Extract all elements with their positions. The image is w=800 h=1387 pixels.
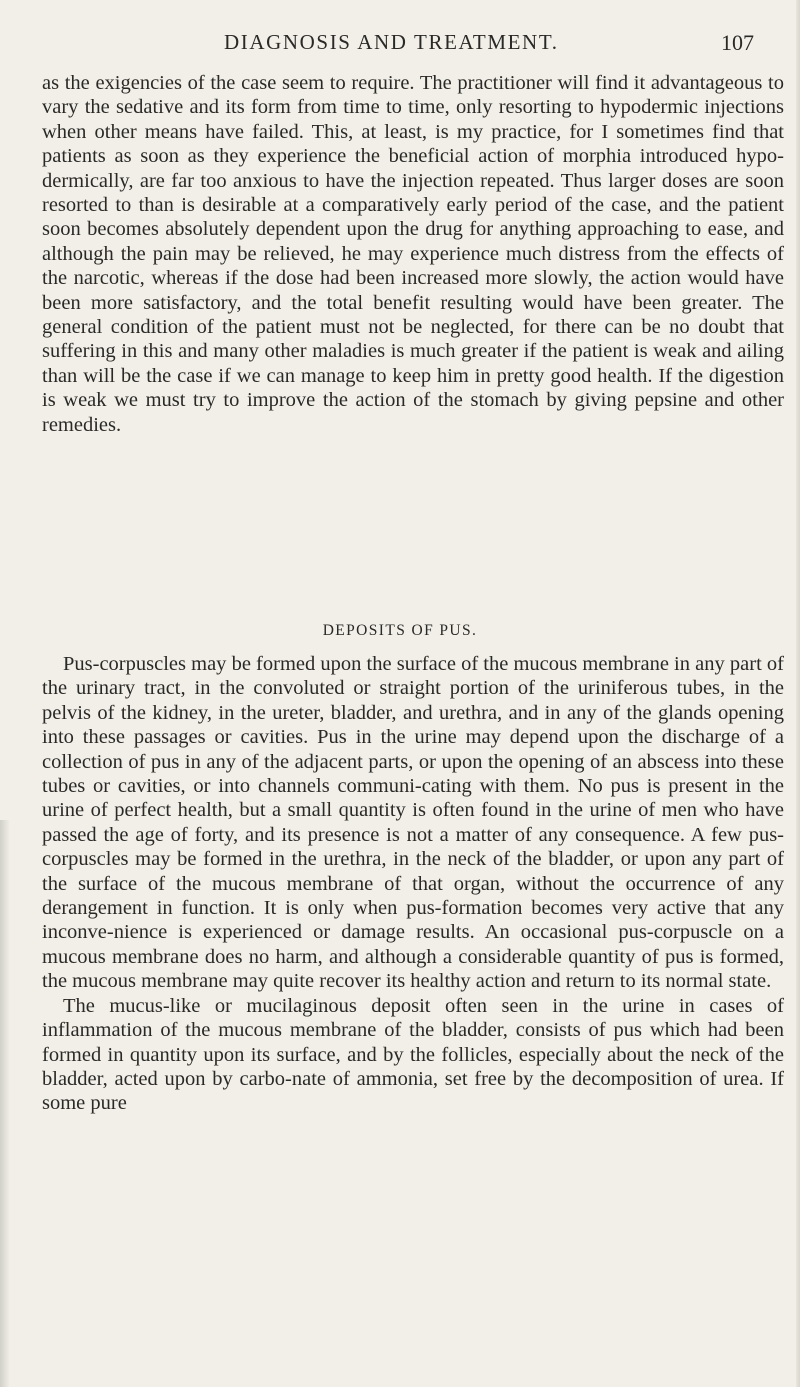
paragraph-sedatives: as the exigencies of the case seem to require. The practitioner will find it advantageous to vary the sedative and its form from time to time, only resorting to hypodermic injections when other means have failed. This, at least, is my practice, for I sometimes find that patients as soon as they experience the beneficial action of morphia introduced hypo-dermically, are far too anxious to have the injection repeated. Thus larger doses are soon resorted to than is desirable at a comparatively early period of the case, and the patient soon becomes absolutely dependent upon the drug for anything approaching to ease, and although the pain may be relieved, he may experience much distress from the effects of the narcotic, whereas if the dose had been increased more slowly, the action would have been more satisfactory, and the total benefit resulting would have been greater. The general condition of the patient must not be neglected, for there can be no doubt that suffering in this and many other maladies is much greater if the patient is weak and ailing than will be the case if we can manage to keep him in pretty good health. If the digestion is weak we must try to improve the action of the stomach by giving pepsine and other remedies. <box>42 72 784 436</box>
text-block-deposits-of-pus <box>42 652 784 1116</box>
paragraph-pus-corpuscles: Pus-corpuscles may be formed upon the surface of the mucous membrane in any part of the urinary tract, in the convoluted or straight portion of the uriniferous tubes, in the pelvis of the kidney, in the ureter, bladder, and urethra, and in any of the glands opening into these passages or cavities. Pus in the urine may depend upon the discharge of a collection of pus in any of the adjacent parts, or upon the opening of an abscess into these tubes or cavities, or into channels communi-cating with them. No pus is present in the urine of perfect health, but a small quantity is often found in the urine of men who have passed the age of forty, and its presence is not a matter of any consequence. A few pus-corpuscles may be formed in the urethra, in the neck of the bladder, or upon any part of the surface of the mucous membrane of that organ, without the occurrence of any derangement in function. It is only when pus-formation becomes very active that any inconve-nience is experienced or damage results. An occasional pus-corpuscle on a mucous membrane does no harm, and although a considerable quantity of pus is formed, the mucous membrane may quite recover its healthy action and return to its normal state. <box>42 653 784 993</box>
running-head <box>0 30 800 60</box>
running-title: DIAGNOSIS AND TREATMENT. <box>224 30 559 54</box>
text-block-continuation <box>42 71 784 437</box>
page-gutter-shadow <box>0 820 10 1387</box>
section-heading: DEPOSITS OF PUS. <box>322 622 478 639</box>
page-number: 107 <box>721 30 754 55</box>
paragraph-mucilaginous-deposit: The mucus-like or mucilaginous deposit often seen in the urine in cases of inflammation of the mucous membrane of the bladder, consists of pus which had been formed in quantity upon its surface, and by the follicles, especially about the neck of the bladder, acted upon by carbo-nate of ammonia, set free by the decomposition of urea. If some pure <box>42 994 784 1115</box>
page-edge <box>796 0 800 1387</box>
